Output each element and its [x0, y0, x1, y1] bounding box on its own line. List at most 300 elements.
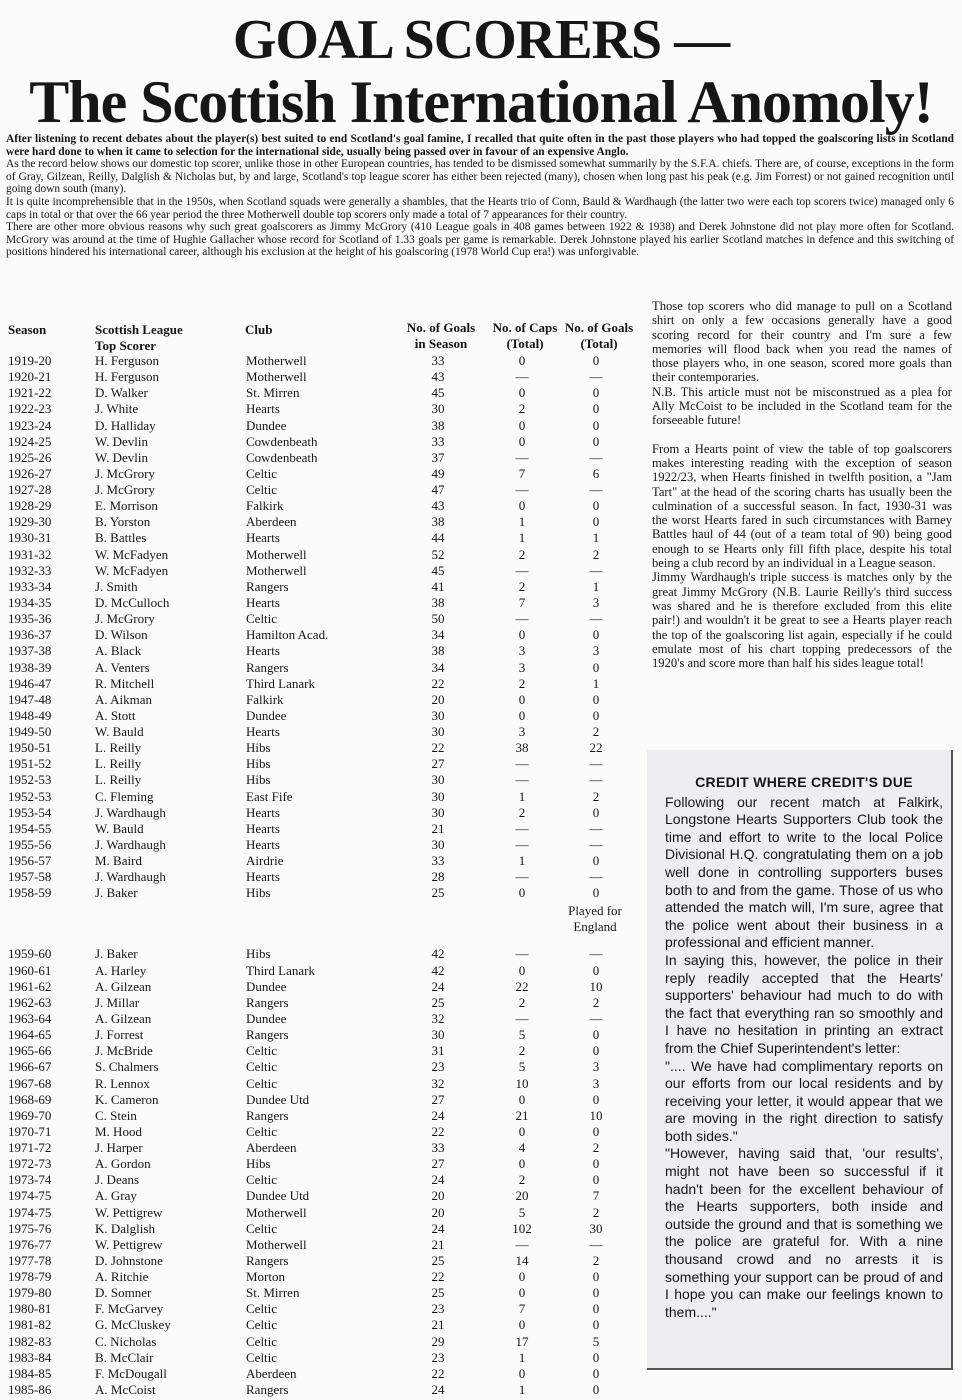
cell-goals: 52 — [431, 546, 445, 562]
cell-club: Rangers — [246, 1252, 289, 1268]
cell-club: Third Lanark — [246, 675, 315, 691]
cell-scorer: W. Bauld — [95, 820, 144, 836]
cell-goals: 38 — [431, 514, 445, 530]
cell-season: 1952-53 — [8, 772, 52, 788]
cell-club: Hearts — [246, 804, 280, 820]
cell-season: 1928-29 — [8, 498, 52, 514]
cell-goals: 34 — [431, 627, 445, 643]
cell-caps: 0 — [518, 1365, 526, 1381]
cell-caps: 0 — [518, 353, 526, 368]
cell-caps: 3 — [518, 643, 526, 659]
cell-total-goals: 2 — [592, 1204, 600, 1220]
cell-goals: 47 — [431, 482, 445, 497]
cell-total-goals: 0 — [592, 514, 600, 530]
cell-club: Rangers — [246, 994, 289, 1010]
cell-total-goals: 3 — [592, 1059, 600, 1075]
cell-total-goals: 0 — [592, 707, 600, 723]
cell-goals: 38 — [431, 643, 445, 659]
cell-goals: 45 — [431, 385, 445, 401]
cell-scorer: D. McCulloch — [95, 595, 170, 610]
cell-total-goals: 0 — [592, 1172, 600, 1188]
cell-goals: 30 — [431, 804, 445, 820]
cell-club: Hibs — [246, 772, 271, 788]
cell-season: 1957-58 — [8, 869, 52, 885]
cell-total-goals: 0 — [592, 353, 600, 368]
header-goals-line1: No. of Goals — [406, 320, 476, 335]
cell-scorer: W. Devlin — [95, 433, 148, 449]
cell-scorer: W. Bauld — [95, 724, 144, 739]
cell-caps: 0 — [518, 1269, 526, 1284]
cell-scorer: J. McGrory — [95, 465, 155, 481]
cell-caps: 38 — [515, 740, 529, 756]
cell-caps: 3 — [518, 659, 526, 675]
cell-total-goals: 30 — [589, 1220, 603, 1236]
cell-club: Hearts — [246, 595, 280, 610]
cell-total-goals: 0 — [592, 1123, 600, 1139]
cell-goals: 25 — [431, 1285, 445, 1301]
cell-scorer: J. Wardhaugh — [95, 869, 166, 885]
cell-club: Aberdeen — [246, 1140, 297, 1155]
cell-club: Dundee — [246, 1010, 287, 1026]
headline-line2: The Scottish International Anomoly! — [29, 69, 933, 135]
cell-club: Rangers — [246, 659, 289, 675]
cell-goals: 25 — [431, 885, 445, 901]
cell-total-goals: 2 — [592, 546, 600, 562]
cell-season: 1948-49 — [8, 707, 52, 723]
credit-paragraph: ".... We have had complimentary reports on our efforts from our local residents and by receiving your letter, it would appear that we are moving in the right direction to satisfy both sides." — [665, 1057, 943, 1144]
cell-caps: 2 — [518, 546, 526, 562]
cell-club: Dundee Utd — [246, 1188, 310, 1204]
cell-club: Hearts — [246, 530, 280, 546]
cell-goals: 30 — [431, 1027, 445, 1043]
cell-season: 1971-72 — [8, 1140, 52, 1155]
cell-season: 1949-50 — [8, 724, 52, 739]
cell-club: Aberdeen — [246, 514, 297, 530]
cell-goals: 43 — [431, 498, 445, 514]
cell-caps: 102 — [512, 1220, 532, 1236]
cell-total-goals: 0 — [592, 691, 600, 707]
cell-caps: 0 — [518, 1285, 526, 1301]
cell-season: 1933-34 — [8, 578, 52, 594]
cell-caps: 21 — [515, 1107, 529, 1123]
cell-goals: 22 — [431, 1269, 445, 1284]
cell-total-goals: — — [589, 869, 603, 885]
cell-caps: 7 — [518, 1301, 526, 1317]
cell-total-goals: 0 — [592, 1091, 600, 1107]
cell-scorer: K. Dalglish — [95, 1220, 155, 1236]
header-goals-line2: in Season — [414, 336, 468, 351]
header-total-goals-line2: (Total) — [580, 336, 618, 351]
cell-season: 1953-54 — [8, 804, 52, 820]
cell-season: 1961-62 — [8, 978, 52, 994]
cell-total-goals: 0 — [592, 1365, 600, 1381]
cell-scorer: J. McGrory — [95, 611, 155, 627]
cell-club: Celtic — [246, 1220, 278, 1236]
cell-scorer: R. Lennox — [95, 1075, 150, 1091]
cell-season: 1954-55 — [8, 820, 52, 836]
cell-season: 1920-21 — [8, 369, 52, 385]
cell-total-goals: 0 — [592, 1285, 600, 1301]
cell-scorer: W. McFadyen — [95, 562, 169, 578]
cell-caps: — — [515, 772, 529, 788]
cell-scorer: W. Devlin — [95, 449, 148, 465]
cell-goals: 30 — [431, 836, 445, 852]
cell-total-goals: 1 — [592, 675, 600, 691]
cell-caps: 2 — [518, 401, 526, 417]
cell-scorer: B. Battles — [95, 530, 147, 546]
cell-season: 1972-73 — [8, 1156, 52, 1172]
header-season: Season — [8, 322, 47, 337]
cell-scorer: C. Fleming — [95, 788, 154, 804]
cell-season: 1922-23 — [8, 401, 52, 417]
cell-club: Dundee — [246, 417, 287, 433]
cell-scorer: G. McCluskey — [95, 1317, 171, 1333]
cell-goals: 27 — [431, 1156, 445, 1172]
note-played-for-line2: England — [573, 919, 617, 934]
side-paragraph: N.B. This article must not be misconstrued as a plea for Ally McCoist to be included in the Scotland team for the forseeable future! — [652, 384, 952, 428]
cell-club: East Fife — [246, 788, 293, 804]
cell-club: Celtic — [246, 1123, 278, 1139]
cell-goals: 42 — [431, 946, 445, 962]
cell-total-goals: 3 — [592, 1075, 600, 1091]
cell-season: 1969-70 — [8, 1107, 52, 1123]
cell-total-goals: 2 — [592, 724, 600, 739]
cell-goals: 23 — [431, 1301, 445, 1317]
cell-season: 1964-65 — [8, 1027, 52, 1043]
cell-caps: 22 — [515, 978, 529, 994]
cell-total-goals: — — [589, 836, 603, 852]
cell-club: Celtic — [246, 1333, 278, 1349]
cell-caps: 5 — [518, 1204, 526, 1220]
cell-club: Hibs — [246, 885, 271, 901]
cell-scorer: H. Ferguson — [95, 369, 160, 385]
cell-total-goals: 0 — [592, 885, 600, 901]
cell-total-goals: 0 — [592, 498, 600, 514]
cell-total-goals: 0 — [592, 1301, 600, 1317]
cell-total-goals: 5 — [592, 1333, 600, 1349]
credit-paragraph: In saying this, however, the police in their reply readily accepted that the Hearts' supporters' behaviour had much to do with the fact that everything ran so smoothly and I have no hesitation in printing an extract from the Chief Superintendent's letter: — [665, 951, 943, 1056]
cell-scorer: D. Halliday — [95, 417, 156, 433]
cell-goals: 30 — [431, 724, 445, 739]
cell-total-goals: 0 — [592, 1349, 600, 1365]
cell-club: Aberdeen — [246, 1365, 297, 1381]
intro-lead: After listening to recent debates about the player(s) best suited to end Scotland's goal famine, I recalled that quite often in the past those players who had topped the goalscoring lists in Scotland were hard done to when it came to selection for the international side, usually being passed over in favour of an expensive Anglo. — [6, 133, 954, 158]
cell-club: Motherwell — [246, 562, 307, 578]
cell-total-goals: 10 — [589, 978, 603, 994]
intro-paragraph: There are other more obvious reasons why such great goalscorers as Jimmy McGrory (410 League goals in 408 games between 1922 & 1938) and Derek Johnstone did not play more often for Scotland. McGrory was around at the time of Hughie Gallacher whose record for Scotland of 1.33 goals per game is remarkable. Derek Johnstone played his earlier Scotland matches in defence and this switching of positions hindered his international career, although his exclusion at the height of his goalscoring (1978 World Cup era!) was unforgivable. — [6, 221, 954, 259]
cell-goals: 41 — [431, 578, 445, 594]
cell-scorer: J. Forrest — [95, 1027, 144, 1043]
credit-box — [647, 750, 953, 1370]
cell-season: 1924-25 — [8, 433, 52, 449]
cell-scorer: A. Black — [95, 643, 142, 659]
cell-goals: 32 — [431, 1075, 445, 1091]
cell-goals: 30 — [431, 707, 445, 723]
cell-goals: 49 — [431, 465, 445, 481]
cell-season: 1977-78 — [8, 1252, 52, 1268]
cell-scorer: L. Reilly — [95, 740, 142, 756]
cell-season: 1958-59 — [8, 885, 52, 901]
cell-scorer: S. Chalmers — [95, 1059, 159, 1075]
cell-club: Motherwell — [246, 369, 307, 385]
cell-scorer: H. Ferguson — [95, 353, 160, 368]
cell-scorer: D. Walker — [95, 385, 148, 401]
cell-season: 1951-52 — [8, 756, 52, 772]
side-paragraph: Those top scorers who did manage to pull on a Scotland shirt on only a few occasions generally have a good scoring record for their country and I'm sure a few memories will flood back when you read the names of those players who, in one season, scored more goals than their contemporaries. — [652, 299, 952, 385]
cell-total-goals: — — [589, 946, 603, 962]
cell-total-goals: 6 — [592, 465, 600, 481]
cell-season: 1936-37 — [8, 627, 52, 643]
cell-goals: 33 — [431, 433, 445, 449]
cell-scorer: B. Yorston — [95, 514, 151, 530]
cell-club: Motherwell — [246, 353, 307, 368]
cell-club: Cowdenbeath — [246, 449, 318, 465]
cell-total-goals: — — [589, 1010, 603, 1026]
cell-total-goals: 0 — [592, 1381, 600, 1397]
cell-goals: 45 — [431, 562, 445, 578]
cell-caps: 0 — [518, 1317, 526, 1333]
cell-scorer: J. Smith — [95, 578, 138, 594]
cell-club: Hearts — [246, 724, 280, 739]
cell-club: Hibs — [246, 740, 271, 756]
cell-season: 1980-81 — [8, 1301, 52, 1317]
cell-total-goals: 22 — [589, 740, 603, 756]
cell-goals: 33 — [431, 353, 445, 368]
side-paragraph: From a Hearts point of view the table of top goalscorers makes interesting reading with the exception of season 1922/23, when Hearts finished in twelfth position, a "Jam Tart" at the head of the scoring charts has usually been the culmination of a successful season. In fact, 1930-31 was the worst Hearts fared in such circumstances with Barney Battles haul of 44 (out of a team total of 90) being good enough to se Hearts only fill fifth place, despite his total being a club record by an individual in a League season. — [652, 441, 952, 571]
cell-goals: 28 — [431, 869, 445, 885]
cell-season: 1967-68 — [8, 1075, 52, 1091]
intro-paragraph: It is quite incomprehensible that in the 1950s, when Scotland squads were generally a shambles, that the Hearts trio of Conn, Bauld & Wardhaugh (the latter two were each top scorers twice) managed only 6 caps in total or that over the 66 year period the three Motherwell double top scorers only made a total of 7 appearances for their country. — [6, 195, 954, 221]
cell-season: 1983-84 — [8, 1349, 52, 1365]
cell-total-goals: 0 — [592, 385, 600, 401]
cell-caps: 3 — [518, 724, 526, 739]
cell-total-goals: — — [589, 449, 603, 465]
cell-goals: 38 — [431, 417, 445, 433]
cell-club: Celtic — [246, 1075, 278, 1091]
header-scorer-line1: Scottish League — [95, 322, 183, 337]
cell-scorer: J. Millar — [95, 994, 140, 1010]
cell-caps: — — [515, 369, 529, 385]
cell-scorer: A. McCoist — [95, 1381, 156, 1397]
cell-club: Third Lanark — [246, 962, 315, 978]
cell-goals: 24 — [431, 1107, 445, 1123]
cell-season: 1975-76 — [8, 1220, 52, 1236]
cell-goals: 30 — [431, 401, 445, 417]
cell-season: 1929-30 — [8, 514, 52, 530]
cell-scorer: J. McGrory — [95, 482, 155, 497]
cell-caps: 0 — [518, 1123, 526, 1139]
credit-paragraph: Following our recent match at Falkirk, Longstone Hearts Supporters Club took the time and effort to write to the local Police Divisional H.Q. congratulating them on a job well done in controlling supporters buses both to and from the game. Those of us who attended the match will, I'm sure, agree that the police went about their business in a professional and efficient manner. — [665, 793, 943, 951]
cell-scorer: A. Harley — [95, 962, 147, 978]
cell-goals: 38 — [431, 595, 445, 610]
cell-scorer: A. Gordon — [95, 1156, 151, 1172]
cell-scorer: J. Wardhaugh — [95, 836, 166, 852]
cell-total-goals: 0 — [592, 804, 600, 820]
cell-total-goals: 0 — [592, 417, 600, 433]
cell-goals: 20 — [431, 1204, 445, 1220]
cell-season: 1976-77 — [8, 1236, 52, 1252]
cell-goals: 22 — [431, 1123, 445, 1139]
cell-club: Celtic — [246, 611, 278, 627]
cell-caps: 20 — [515, 1188, 529, 1204]
cell-caps: 2 — [518, 578, 526, 594]
cell-club: Dundee — [246, 978, 287, 994]
cell-club: Morton — [246, 1269, 285, 1284]
cell-scorer: D. Wilson — [95, 627, 148, 643]
cell-season: 1937-38 — [8, 643, 52, 659]
cell-scorer: R. Mitchell — [95, 675, 155, 691]
cell-caps: — — [515, 869, 529, 885]
cell-total-goals: — — [589, 611, 603, 627]
cell-club: Motherwell — [246, 1236, 307, 1252]
cell-goals: 25 — [431, 1252, 445, 1268]
cell-club: Rangers — [246, 1027, 289, 1043]
cell-season: 1952-53 — [8, 788, 52, 804]
cell-season: 1946-47 — [8, 675, 52, 691]
cell-scorer: A. Gilzean — [95, 978, 152, 994]
note-played-for-line1: Played for — [568, 903, 622, 918]
cell-total-goals: 1 — [592, 578, 600, 594]
cell-season: 1927-28 — [8, 482, 52, 497]
cell-total-goals: 0 — [592, 1156, 600, 1172]
cell-caps: 1 — [518, 530, 526, 546]
cell-scorer: J. Wardhaugh — [95, 804, 166, 820]
cell-scorer: C. Nicholas — [95, 1333, 157, 1349]
cell-club: Dundee — [246, 707, 287, 723]
cell-scorer: J. Deans — [95, 1172, 140, 1188]
cell-caps: 2 — [518, 1043, 526, 1059]
cell-season: 1974-75 — [8, 1188, 52, 1204]
cell-goals: 27 — [431, 756, 445, 772]
cell-caps: 0 — [518, 433, 526, 449]
cell-scorer: K. Cameron — [95, 1091, 159, 1107]
cell-scorer: L. Reilly — [95, 772, 142, 788]
cell-goals: 22 — [431, 1365, 445, 1381]
cell-goals: 34 — [431, 659, 445, 675]
cell-club: Celtic — [246, 1059, 278, 1075]
cell-caps: 5 — [518, 1059, 526, 1075]
cell-goals: 25 — [431, 994, 445, 1010]
cell-caps: 1 — [518, 788, 526, 804]
cell-caps: — — [515, 482, 529, 497]
credit-paragraph: "However, having said that, 'our results', might not have been so successful if it hadn't been for the excellent behaviour of the Hearts supporters, both inside and outside the ground and that is something we the police are grateful for. With a nine thousand crowd and no arrests it is something your support can be proud of and I hope you can make our feelings known to them...." — [665, 1145, 943, 1320]
cell-club: Celtic — [246, 482, 278, 497]
cell-caps: 5 — [518, 1027, 526, 1043]
cell-club: Dundee Utd — [246, 1091, 310, 1107]
cell-club: Hibs — [246, 946, 271, 962]
cell-season: 1938-39 — [8, 659, 52, 675]
cell-goals: 23 — [431, 1349, 445, 1365]
cell-caps: 1 — [518, 514, 526, 530]
cell-caps: 0 — [518, 962, 526, 978]
cell-scorer: J. Harper — [95, 1140, 143, 1155]
cell-goals: 24 — [431, 1220, 445, 1236]
cell-total-goals: — — [589, 482, 603, 497]
cell-total-goals: 3 — [592, 595, 600, 610]
cell-season: 1978-79 — [8, 1269, 52, 1284]
cell-season: 1984-85 — [8, 1365, 52, 1381]
cell-club: Falkirk — [246, 498, 284, 514]
cell-scorer: W. Pettigrew — [95, 1236, 163, 1252]
cell-club: Hearts — [246, 820, 280, 836]
cell-scorer: F. McDougall — [95, 1365, 167, 1381]
cell-goals: 21 — [431, 1317, 445, 1333]
cell-season: 1966-67 — [8, 1059, 52, 1075]
cell-club: Hibs — [246, 1156, 271, 1172]
cell-total-goals: 0 — [592, 659, 600, 675]
cell-club: Cowdenbeath — [246, 433, 318, 449]
cell-caps: 0 — [518, 1091, 526, 1107]
cell-club: Hearts — [246, 836, 280, 852]
cell-goals: 27 — [431, 1091, 445, 1107]
cell-caps: 1 — [518, 853, 526, 868]
cell-club: Motherwell — [246, 1204, 307, 1220]
intro-paragraph: As the record below shows our domestic top scorer, unlike those in other European countries, has tended to be dismissed somewhat summarily by the S.F.A. chiefs. There are, of course, exceptions in the form of Gray, Gilzean, Reilly, Dalglish & Nicholas but, by and large, Scotland's top league scorer has either been rejected (many), chosen when long past his peak (e.g. Jim Forrest) or not gained recognition until going down south (many). — [6, 158, 954, 196]
cell-goals: 31 — [431, 1043, 445, 1059]
cell-scorer: E. Morrison — [95, 498, 158, 514]
cell-goals: 33 — [431, 1140, 445, 1155]
cell-season: 1950-51 — [8, 740, 52, 756]
cell-goals: 43 — [431, 369, 445, 385]
cell-goals: 32 — [431, 1010, 445, 1026]
cell-scorer: D. Somner — [95, 1285, 152, 1301]
cell-season: 1934-35 — [8, 595, 52, 610]
cell-scorer: F. McGarvey — [95, 1301, 164, 1317]
cell-scorer: M. Baird — [95, 853, 142, 868]
cell-scorer: A. Stott — [95, 707, 136, 723]
cell-season: 1923-24 — [8, 417, 52, 433]
cell-goals: 21 — [431, 1236, 445, 1252]
cell-club: Falkirk — [246, 691, 284, 707]
cell-caps: 2 — [518, 994, 526, 1010]
cell-scorer: C. Stein — [95, 1107, 137, 1123]
cell-caps: — — [515, 946, 529, 962]
cell-season: 1985-86 — [8, 1381, 52, 1397]
cell-caps: 17 — [515, 1333, 529, 1349]
header-scorer-line2: Top Scorer — [95, 338, 157, 353]
cell-goals: 24 — [431, 978, 445, 994]
cell-caps: — — [515, 1236, 529, 1252]
cell-scorer: A. Aikman — [95, 691, 153, 707]
cell-season: 1919-20 — [8, 353, 52, 368]
cell-total-goals: 2 — [592, 1140, 600, 1155]
cell-goals: 30 — [431, 788, 445, 804]
cell-scorer: J. Baker — [95, 885, 138, 901]
header-caps-line1: No. of Caps — [492, 320, 558, 335]
cell-caps: 2 — [518, 1172, 526, 1188]
cell-goals: 24 — [431, 1172, 445, 1188]
cell-caps: 2 — [518, 804, 526, 820]
cell-scorer: J. White — [95, 401, 139, 417]
cell-caps: 10 — [515, 1075, 529, 1091]
cell-club: St. Mirren — [246, 385, 300, 401]
credit-heading: CREDIT WHERE CREDIT'S DUE — [695, 774, 913, 790]
cell-season: 1982-83 — [8, 1333, 52, 1349]
cell-season: 1979-80 — [8, 1285, 52, 1301]
cell-caps: 0 — [518, 1156, 526, 1172]
cell-club: Hibs — [246, 756, 271, 772]
cell-total-goals: — — [589, 369, 603, 385]
cell-total-goals: 0 — [592, 627, 600, 643]
cell-caps: — — [515, 449, 529, 465]
cell-caps: — — [515, 820, 529, 836]
intro-text — [6, 133, 954, 259]
cell-caps: 2 — [518, 675, 526, 691]
headline-line1: GOAL SCORERS — — [232, 9, 730, 71]
cell-caps: — — [515, 836, 529, 852]
cell-season: 1932-33 — [8, 562, 52, 578]
cell-season: 1981-82 — [8, 1317, 52, 1333]
